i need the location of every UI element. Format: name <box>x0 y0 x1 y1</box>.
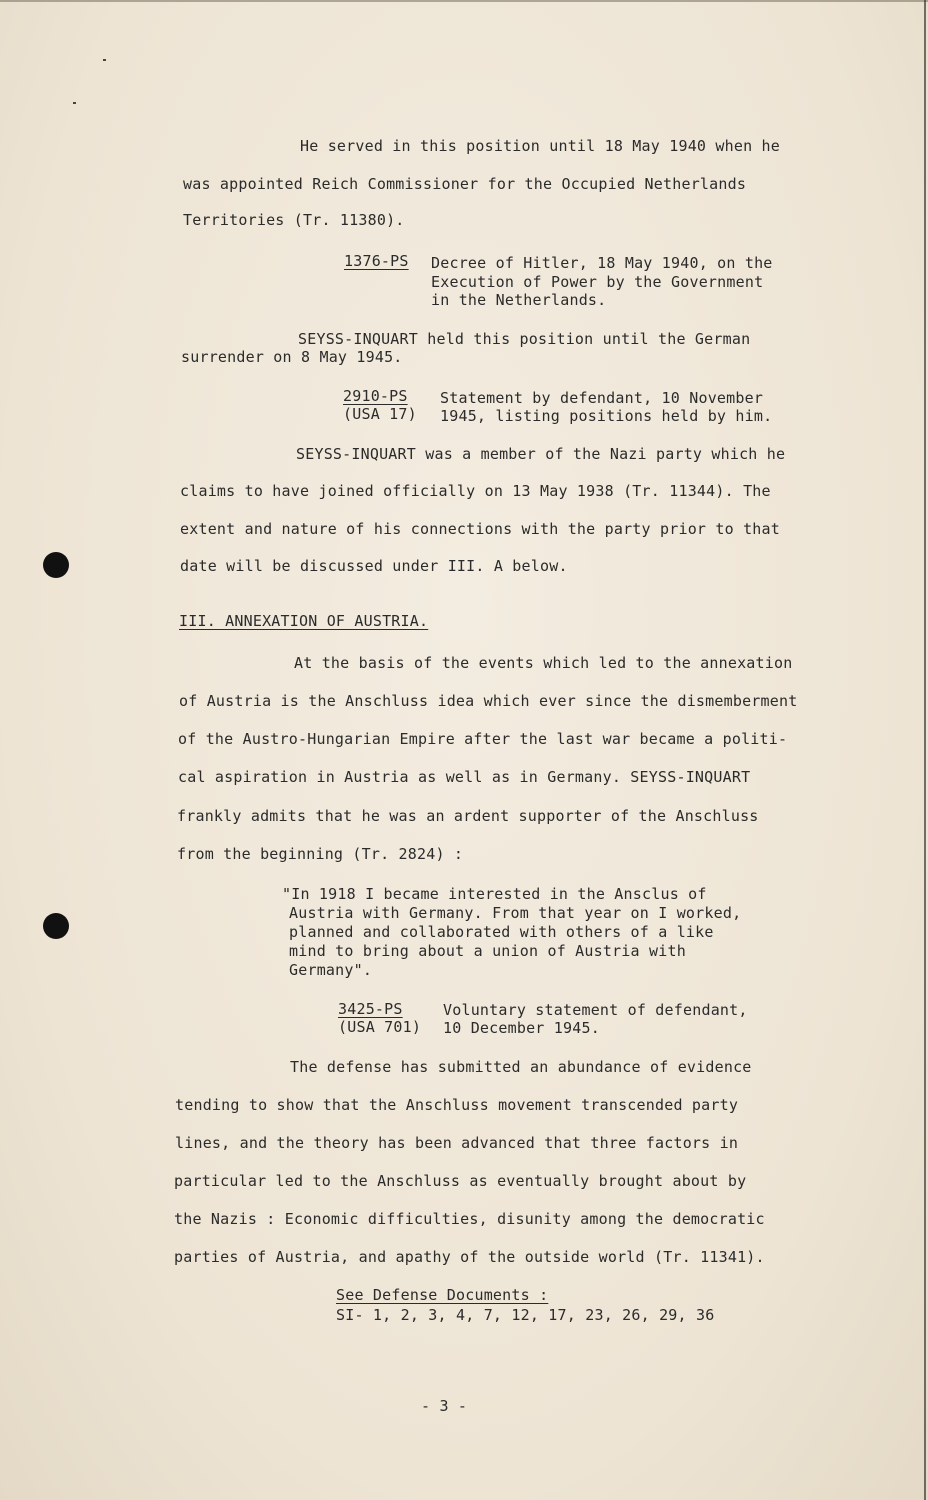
reference-2-line-2: 1945, listing positions held by him. <box>440 407 773 425</box>
paragraph-4-line-1: At the basis of the events which led to the annexation <box>294 654 793 672</box>
section-heading-annexation-of-austria: III. ANNEXATION OF AUSTRIA. <box>179 612 429 630</box>
paragraph-5-line-5: the Nazis : Economic difficulties, disunity among the democratic <box>174 1210 765 1228</box>
reference-code-1376-ps: 1376-PS <box>344 252 409 270</box>
paragraph-5-line-1: The defense has submitted an abundance of evidence <box>290 1058 752 1076</box>
page-edge-right <box>924 0 926 1500</box>
paragraph-1-line-2: was appointed Reich Commissioner for the Occupied Netherlands <box>183 175 747 193</box>
punch-hole-upper <box>43 552 69 578</box>
ink-speck <box>103 59 106 61</box>
see-defense-documents-heading: See Defense Documents : <box>336 1286 549 1304</box>
paragraph-4-line-2: of Austria is the Anschluss idea which ever since the dismemberment <box>179 692 798 710</box>
paragraph-3-line-3: extent and nature of his connections with the party prior to that <box>180 520 780 538</box>
paragraph-2-line-2: surrender on 8 May 1945. <box>181 348 403 366</box>
reference-code-usa-701: (USA 701) <box>338 1018 422 1036</box>
quote-line-4: mind to bring about a union of Austria with <box>289 942 686 960</box>
paragraph-1-line-1: He served in this position until 18 May 1940 when he <box>300 137 780 155</box>
reference-3-line-1: Voluntary statement of defendant, <box>443 1001 748 1019</box>
reference-1-line-1: Decree of Hitler, 18 May 1940, on the <box>431 254 773 272</box>
paragraph-3-line-2: claims to have joined officially on 13 May 1938 (Tr. 11344). The <box>180 482 771 500</box>
page-number: - 3 - <box>421 1397 468 1415</box>
paragraph-5-line-3: lines, and the theory has been advanced that three factors in <box>175 1134 739 1152</box>
quote-line-1: "In 1918 I became interested in the Ansclus of <box>282 885 707 903</box>
reference-1-line-2: Execution of Power by the Government <box>431 273 764 291</box>
quote-line-3: planned and collaborated with others of a like <box>289 923 714 941</box>
reference-2-line-1: Statement by defendant, 10 November <box>440 389 764 407</box>
paragraph-4-line-4: cal aspiration in Austria as well as in Germany. SEYSS-INQUART <box>178 768 751 786</box>
paragraph-4-line-6: from the beginning (Tr. 2824) : <box>177 845 464 863</box>
reference-code-usa-17: (USA 17) <box>343 405 417 423</box>
page-edge-top <box>0 0 928 2</box>
reference-code-2910-ps: 2910-PS <box>343 387 408 405</box>
paragraph-4-line-3: of the Austro-Hungarian Empire after the last war became a politi- <box>178 730 788 748</box>
quote-line-2: Austria with Germany. From that year on I worked, <box>289 904 742 922</box>
quote-line-5: Germany". <box>289 961 373 979</box>
punch-hole-lower <box>43 913 69 939</box>
paragraph-5-line-6: parties of Austria, and apathy of the outside world (Tr. 11341). <box>174 1248 765 1266</box>
reference-code-3425-ps: 3425-PS <box>338 1000 403 1018</box>
paragraph-5-line-4: particular led to the Anschluss as eventually brought about by <box>174 1172 747 1190</box>
paragraph-1-line-3: Territories (Tr. 11380). <box>183 211 405 229</box>
paragraph-2-line-1: SEYSS-INQUART held this position until the German <box>298 330 751 348</box>
paragraph-3-line-1: SEYSS-INQUART was a member of the Nazi party which he <box>296 445 786 463</box>
reference-3-line-2: 10 December 1945. <box>443 1019 600 1037</box>
ink-speck <box>73 102 76 104</box>
paragraph-5-line-2: tending to show that the Anschluss movement transcended party <box>175 1096 739 1114</box>
paragraph-4-line-5: frankly admits that he was an ardent supporter of the Anschluss <box>177 807 759 825</box>
paragraph-3-line-4: date will be discussed under III. A below. <box>180 557 568 575</box>
reference-1-line-3: in the Netherlands. <box>431 291 607 309</box>
see-defense-documents-list: SI- 1, 2, 3, 4, 7, 12, 17, 23, 26, 29, 36 <box>336 1306 715 1324</box>
